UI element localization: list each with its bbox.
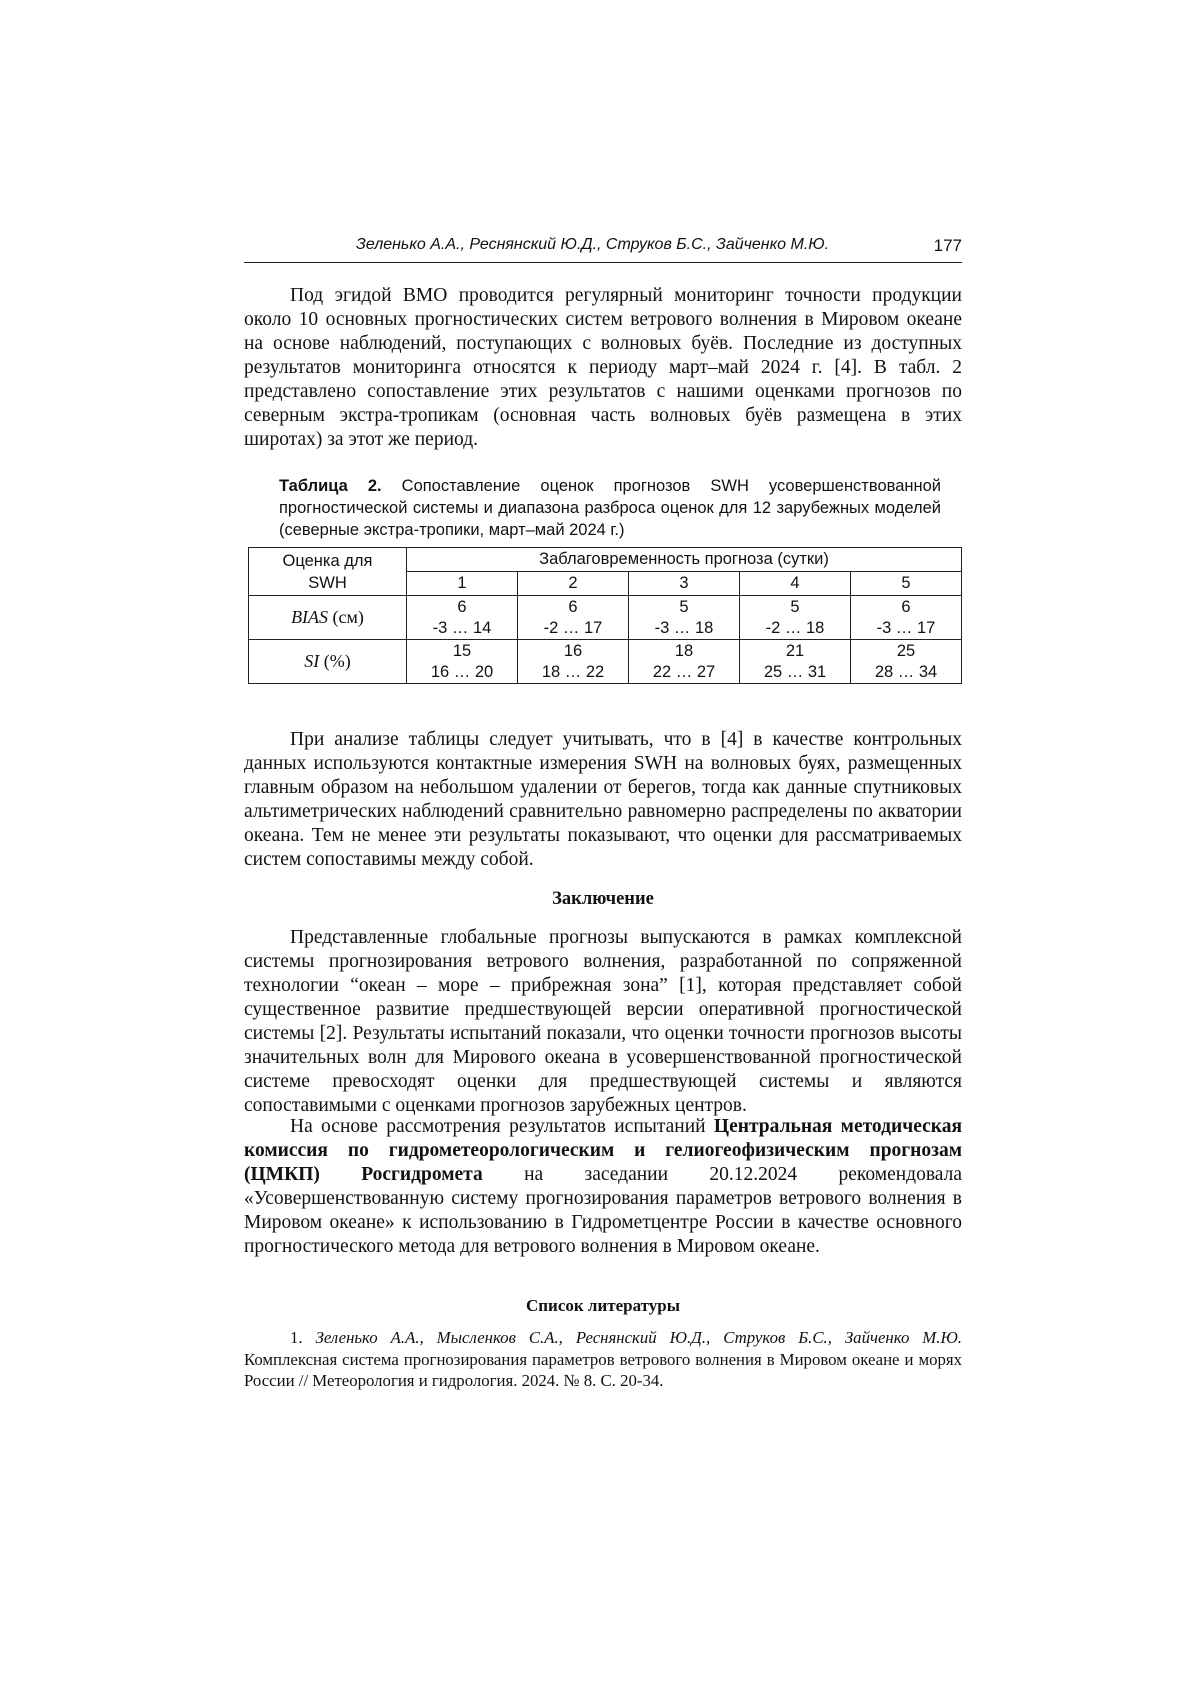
comparison-table — [248, 547, 962, 684]
row-label-bias-name: BIAS — [291, 607, 329, 627]
conclusion-title: Заключение — [552, 889, 654, 909]
row-label-bias-unit: (см) — [328, 607, 364, 627]
cell-range: -2 … 18 — [765, 618, 825, 637]
body-section-intro — [244, 284, 962, 452]
cell-value: 5 — [790, 597, 800, 616]
table-row-si — [249, 640, 962, 684]
table-cell — [740, 640, 851, 684]
table-cell — [407, 596, 518, 640]
paragraph-analysis: При анализе таблицы следует учитывать, что в [4] в качестве контрольных данных используются контактные измерения SWH на волновых буях, размещенных главным образом на небольшом удалении от берегов, тогда как данные спутниковых альтиметрических наблюдений сравнительно равномерно распределены по акватории океана. Тем не менее эти результаты показывают, что оценки для рассматриваемых систем сопоставимы между собой. — [244, 729, 962, 870]
cell-range: -3 … 17 — [876, 618, 936, 637]
references-title: Список литературы — [525, 1296, 681, 1315]
cell-value: 15 — [452, 641, 472, 660]
col-header-text: Оценка для SWH — [282, 551, 373, 592]
running-authors: Зеленько А.А., Реснянский Ю.Д., Струков Б.С., Зайченко М.Ю. — [356, 236, 830, 253]
table-cell — [851, 596, 962, 640]
cell-range: 16 … 20 — [430, 662, 494, 681]
cell-range: 28 … 34 — [874, 662, 938, 681]
col-header-cell — [249, 548, 407, 596]
cell-value: 21 — [785, 641, 805, 660]
cell-range: -3 … 18 — [654, 618, 714, 637]
cell-value: 25 — [896, 641, 916, 660]
lead-day-cell: 4 — [740, 572, 851, 596]
table-header-row — [249, 548, 962, 572]
paragraph-intro: Под эгидой ВМО проводится регулярный мониторинг точности продукции около 10 основных прогностических систем ветрового волнения в Мировом океане на основе наблюдений, поступающих с волновых буёв. Последние из доступных результатов мониторинга относятся к периоду март–май 2024 г. [4]. В табл. 2 представлено сопоставление этих результатов с нашими оценками прогнозов по северным экстра-тропикам (основная часть волновых буёв размещена в этих широтах) за этот же период. — [244, 285, 962, 450]
conclusion-2-start: На основе рассмотрения результатов испытаний — [290, 1116, 714, 1137]
cell-value: 6 — [901, 597, 911, 616]
reference-item — [244, 1327, 962, 1392]
reference-authors: Зеленько А.А., Мысленков С.А., Реснянский Ю.Д., Струков Б.С., Зайченко М.Ю. — [315, 1328, 962, 1347]
table-cell — [851, 640, 962, 684]
row-label-bias — [249, 596, 407, 640]
cell-range: 25 … 31 — [763, 662, 827, 681]
cell-value: 16 — [563, 641, 583, 660]
table-row-bias — [249, 596, 962, 640]
cell-value: 6 — [457, 597, 467, 616]
lead-day-cell: 3 — [629, 572, 740, 596]
table-caption-text: Сопоставление оценок прогнозов SWH усовершенствованной прогностической системы и диапазона разброса оценок для 12 зарубежных моделей (северные экстра-тропики, март–май 2024 г.) — [279, 477, 941, 539]
row-label-si-name: SI — [304, 651, 320, 671]
row-label-si-unit: (%) — [319, 651, 351, 671]
lead-day-cell: 2 — [518, 572, 629, 596]
body-section-analysis — [244, 728, 962, 872]
conclusion-2-end: на заседании 20.12.2024 рекомендовала «Усовершенствованную систему прогнозирования параметров ветрового волнения в Мировом океане» к использованию в Гидрометцентре России в качестве основного прогностического метода для ветрового волнения в Мировом океане. — [244, 1164, 963, 1257]
table-cell — [740, 596, 851, 640]
running-header — [244, 232, 962, 263]
lead-header-cell: Заблаговременность прогноза (сутки) — [407, 548, 962, 572]
cell-value: 18 — [674, 641, 694, 660]
cell-range: -3 … 14 — [432, 618, 492, 637]
table-cell — [407, 640, 518, 684]
table-cell — [518, 596, 629, 640]
table-cell — [518, 640, 629, 684]
table-cell — [629, 640, 740, 684]
cell-value: 6 — [568, 597, 578, 616]
body-section-conclusion — [244, 926, 962, 1118]
paragraph-conclusion-2 — [244, 1115, 962, 1259]
table-caption — [279, 475, 941, 541]
cell-range: -2 … 17 — [543, 618, 603, 637]
lead-day-cell: 5 — [851, 572, 962, 596]
reference-text: Комплексная система прогнозирования параметров ветрового волнения в Мировом океане и морях России // Метеорология и гидрология. 2024. № 8. С. 20-34. — [244, 1349, 962, 1390]
row-label-si — [249, 640, 407, 684]
cell-range: 18 … 22 — [541, 662, 605, 681]
table-cell — [629, 596, 740, 640]
lead-day-cell: 1 — [407, 572, 518, 596]
body-section-conclusion-2 — [244, 1115, 962, 1259]
table-caption-label: Таблица 2. — [279, 477, 382, 495]
conclusion-2-bold: Центральная методическая комиссия по гидрометеорологическим и гелиогеофизическим прогнозам (ЦМКП) Росгидромета — [244, 1116, 963, 1185]
page-number: 177 — [933, 236, 962, 255]
cell-range: 22 … 27 — [652, 662, 716, 681]
reference-number: 1. — [290, 1328, 316, 1347]
cell-value: 5 — [679, 597, 689, 616]
paragraph-conclusion-1: Представленные глобальные прогнозы выпускаются в рамках комплексной системы прогнозирования ветрового волнения, разработанной по сопряженной технологии “океан – море – прибрежная зона” [1], которая представляет собой существенное развитие предшествующей версии оперативной прогностической системы [2]. Результаты испытаний показали, что оценки точности прогнозов высоты значительных волн для Мирового океана в усовершенствованной прогностической системе превосходят оценки для предшествующей системы и являются сопоставимыми с оценками прогнозов зарубежных центров. — [244, 927, 962, 1116]
